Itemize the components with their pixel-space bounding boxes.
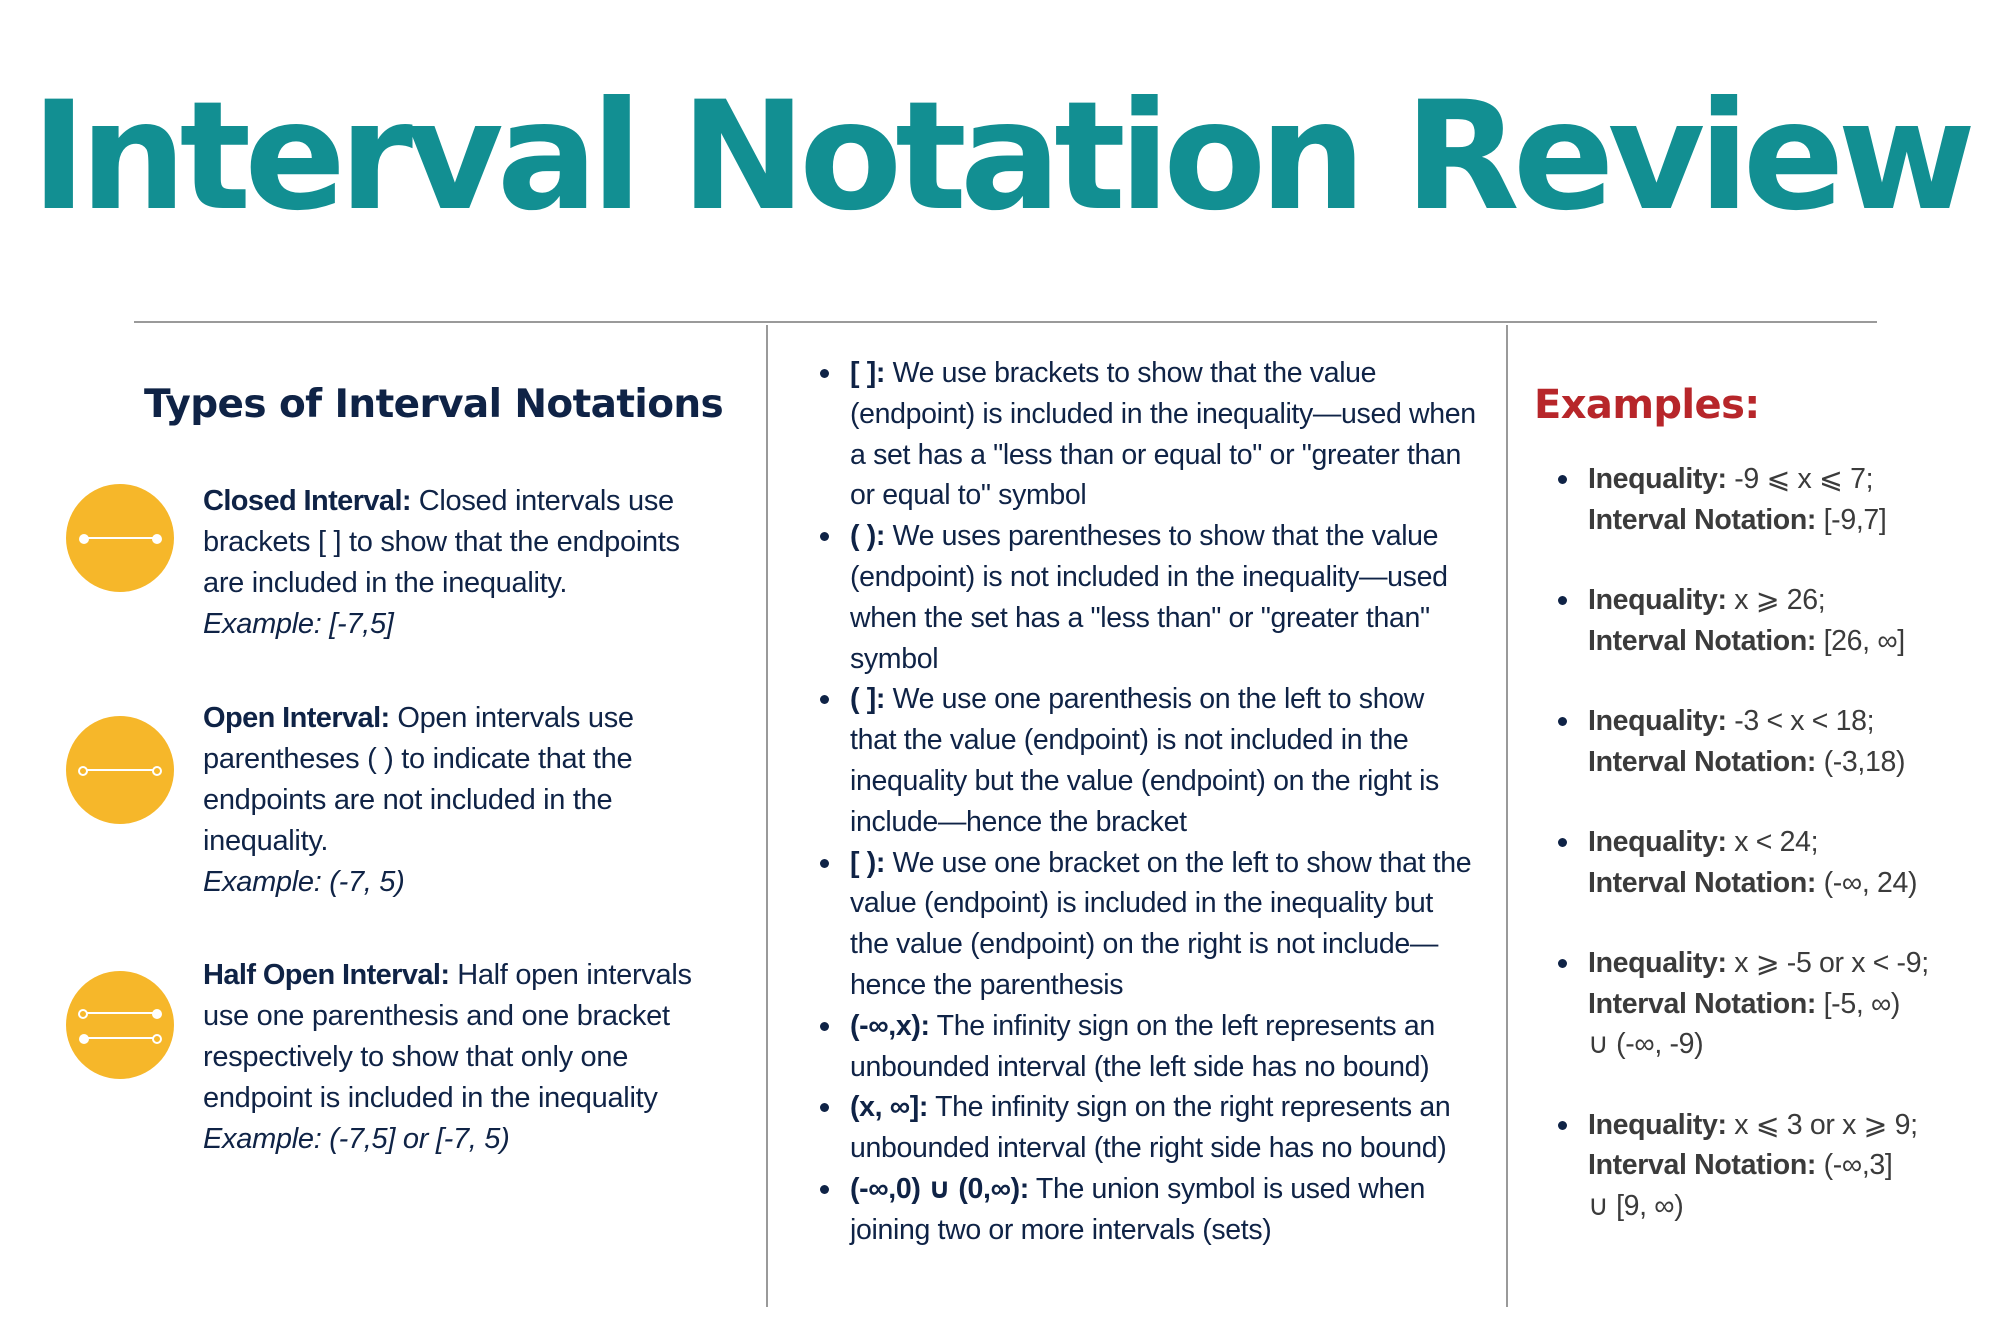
inequality-value: -3 < x < 18;: [1726, 705, 1875, 737]
notation-list: [816, 353, 1476, 1251]
interval-label: Interval Notation:: [1588, 1149, 1817, 1181]
notation-item-union: [816, 1169, 1476, 1251]
notation-item-right-open: [816, 843, 1476, 1006]
half-open-interval-example: Example: (-7,5] or [-7, 5): [203, 1123, 510, 1155]
closed-interval-text: [203, 481, 723, 645]
inequality-value: x < 24;: [1726, 826, 1819, 858]
notation-text: We use one parenthesis on the left to show that the value (endpoint) is not included in the inequality but the value (endpoint) on the right is include—hence the bracket: [850, 683, 1439, 838]
column-divider-right: [1506, 325, 1508, 1307]
inequality-label: Inequality:: [1588, 826, 1727, 858]
notation-item-right-unbounded: [816, 1087, 1476, 1169]
notation-symbol: (x, ∞]:: [850, 1091, 929, 1124]
interval-label: Interval Notation:: [1588, 624, 1817, 657]
inequality-label: Inequality:: [1588, 584, 1727, 616]
half-open-interval-icon: [66, 971, 174, 1079]
example-item: [1556, 701, 1986, 782]
half-open-interval-description: Half open intervals use one parenthesis and one bracket respectively to show that only one endpoint is included in the inequality: [203, 959, 692, 1114]
example-item: [1556, 943, 1986, 1065]
inequality-value: x ⩾ -5 or x < -9;: [1726, 947, 1929, 979]
inequality-label: Inequality:: [1588, 947, 1727, 979]
inequality-label: Inequality:: [1588, 1108, 1727, 1141]
examples-heading: Examples:: [1534, 382, 1760, 428]
notation-item-parentheses: [816, 516, 1476, 679]
interval-value: [-9,7]: [1816, 503, 1887, 536]
closed-interval-name: Closed Interval:: [203, 485, 411, 517]
interval-value: (-3,18): [1816, 745, 1906, 778]
inequality-label: Inequality:: [1588, 705, 1727, 737]
inequality-value: x ⩽ 3 or x ⩾ 9;: [1726, 1108, 1918, 1141]
notation-text: We uses parentheses to show that the value (endpoint) is not included in the inequality—used when the set has a "less than" or "greater than" symbol: [850, 520, 1448, 675]
inequality-label: Inequality:: [1588, 463, 1727, 495]
closed-interval-example: Example: [-7,5]: [203, 608, 394, 640]
column-divider-left: [766, 325, 768, 1307]
open-interval-description: Open intervals use parentheses ( ) to indicate that the endpoints are not included in the inequality.: [203, 702, 634, 857]
types-heading: Types of Interval Notations: [144, 382, 724, 427]
interval-label: Interval Notation:: [1588, 745, 1817, 778]
notation-symbol: ( ]:: [850, 683, 885, 716]
interval-union: ∪ [9, ∞): [1588, 1189, 1684, 1222]
notation-symbol: [ ):: [850, 846, 885, 879]
closed-interval-description: Closed intervals use brackets [ ] to show that the endpoints are included in the inequality.: [203, 485, 680, 599]
open-interval-name: Open Interval:: [203, 702, 390, 734]
half-open-interval-text: [203, 955, 723, 1160]
interval-label: Interval Notation:: [1588, 503, 1817, 536]
interval-value: (-∞,3]: [1816, 1149, 1893, 1181]
interval-value: (-∞, 24): [1816, 866, 1918, 899]
page-title: Interval Notation Review: [30, 70, 1970, 244]
example-item: [1556, 1105, 1986, 1227]
inequality-value: x ⩾ 26;: [1726, 584, 1826, 616]
interval-label: Interval Notation:: [1588, 987, 1817, 1020]
open-interval-icon: [66, 716, 174, 824]
example-item: [1556, 822, 1986, 903]
example-item: [1556, 459, 1986, 540]
header-divider: [134, 321, 1877, 323]
interval-value: [26, ∞]: [1816, 624, 1905, 657]
notation-item-left-unbounded: [816, 1006, 1476, 1088]
notation-text: We use one bracket on the left to show that the value (endpoint) is included in the inequality but the value (endpoint) on the right is not include—hence the parenthesis: [850, 846, 1472, 1001]
example-item: [1556, 580, 1986, 661]
interval-value: [-5, ∞): [1816, 987, 1901, 1020]
examples-list: [1556, 459, 1986, 1266]
notation-symbol: (-∞,0) ∪ (0,∞):: [850, 1172, 1029, 1205]
inequality-value: -9 ⩽ x ⩽ 7;: [1726, 463, 1874, 495]
notation-item-left-open: [816, 679, 1476, 842]
half-open-interval-item: [66, 955, 726, 1275]
interval-union: ∪ (-∞, -9): [1588, 1028, 1704, 1060]
notation-text: The infinity sign on the right represents an unbounded interval (the right side has no bound): [850, 1091, 1451, 1165]
notation-item-brackets: [816, 353, 1476, 516]
closed-interval-icon: [66, 484, 174, 592]
notation-symbol: (-∞,x):: [850, 1009, 930, 1042]
notation-text: We use brackets to show that the value (endpoint) is included in the inequality—used when a set has a "less than or equal to" or "greater than or equal to" symbol: [850, 357, 1476, 512]
half-open-interval-name: Half Open Interval:: [203, 959, 450, 991]
notation-symbol: [ ]:: [850, 357, 885, 389]
notation-text: The union symbol is used when joining two or more intervals (sets): [850, 1172, 1425, 1246]
open-interval-text: [203, 698, 723, 903]
interval-label: Interval Notation:: [1588, 866, 1817, 899]
notation-text: The infinity sign on the left represents an unbounded interval (the left side has no bound): [850, 1009, 1435, 1083]
open-interval-example: Example: (-7, 5): [203, 866, 405, 898]
notation-symbol: ( ):: [850, 520, 885, 553]
